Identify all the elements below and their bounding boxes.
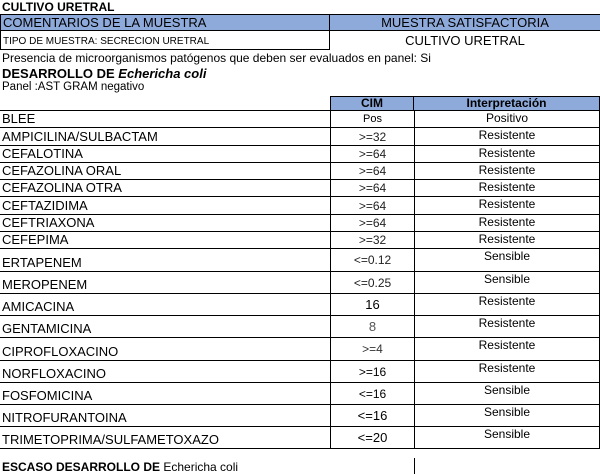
desarrollo-organism: Echericha coli <box>118 66 207 81</box>
interpretation-value: Resistente <box>414 197 600 215</box>
cim-value: >=64 <box>330 215 414 232</box>
cim-value: >=16 <box>330 361 414 383</box>
tipo-muestra-label: TIPO DE MUESTRA: SECRECION URETRAL <box>0 31 330 50</box>
antibiotic-name: ERTAPENEM <box>0 249 330 272</box>
tipo-muestra-value: CULTIVO URETRAL <box>405 33 525 48</box>
antibiotic-name: CEFTAZIDIMA <box>0 197 330 215</box>
table-row <box>0 197 600 215</box>
escaso-label: ESCASO DESARROLLO DE <box>2 460 161 474</box>
table-row <box>0 361 600 383</box>
table-row <box>0 338 600 361</box>
interpretation-value: Sensible <box>414 272 600 294</box>
table-row <box>0 272 600 294</box>
cim-value: <=16 <box>330 405 414 427</box>
antibiotic-name: NORFLOXACINO <box>0 361 330 383</box>
antibiotic-name: GENTAMICINA <box>0 316 330 338</box>
table-row <box>0 111 600 128</box>
cim-value: <=0.12 <box>330 249 414 272</box>
cim-value: >=64 <box>330 146 414 163</box>
cim-value: >=64 <box>330 163 414 180</box>
table-row <box>0 128 600 146</box>
muestra-status: MUESTRA SATISFACTORIA <box>330 14 600 31</box>
interpretation-value: Resistente <box>414 361 600 383</box>
cim-value: 16 <box>330 294 414 316</box>
comentarios-label: COMENTARIOS DE LA MUESTRA <box>0 14 330 31</box>
interpretation-value: Sensible <box>414 427 600 449</box>
interpretation-value: Resistente <box>414 232 600 249</box>
susceptibility-table <box>0 111 600 449</box>
report-title: CULTIVO URETRAL <box>2 0 115 14</box>
table-row <box>0 180 600 197</box>
interpretation-value: Resistente <box>414 294 600 316</box>
antibiotic-name: CEFAZOLINA OTRA <box>0 180 330 197</box>
interpretation-value: Resistente <box>414 338 600 361</box>
antibiotic-name: TRIMETOPRIMA/SULFAMETOXAZO <box>0 427 330 449</box>
column-header-interpretacion: Interpretación <box>414 96 600 111</box>
antibiotic-name: FOSFOMICINA <box>0 383 330 405</box>
antibiotic-name: MEROPENEM <box>0 272 330 294</box>
column-header-blank <box>0 96 330 111</box>
antibiotic-name: CEFEPIMA <box>0 232 330 249</box>
antibiotic-name: NITROFURANTOINA <box>0 405 330 427</box>
interpretation-value: Resistente <box>414 316 600 338</box>
table-row <box>0 232 600 249</box>
table-row <box>0 294 600 316</box>
interpretation-value: Positivo <box>414 111 600 128</box>
cim-value: >=64 <box>330 197 414 215</box>
table-row <box>0 405 600 427</box>
table-row <box>0 316 600 338</box>
desarrollo-label: DESARROLLO DE <box>2 66 115 81</box>
cim-value: <=0.25 <box>330 272 414 294</box>
interpretation-value: Resistente <box>414 128 600 146</box>
panel-text: Panel :AST GRAM negativo <box>2 81 145 93</box>
interpretation-value: Sensible <box>414 405 600 427</box>
antibiotic-name: CIPROFLOXACINO <box>0 338 330 361</box>
interpretation-value: Resistente <box>414 163 600 180</box>
antibiotic-name: CEFTRIAXONA <box>0 215 330 232</box>
presencia-text: Presencia de microorganismos patógenos que deben ser evaluados en panel: Si <box>2 51 431 65</box>
column-divider <box>414 458 415 474</box>
table-row <box>0 383 600 405</box>
cim-value: Pos <box>330 111 414 128</box>
column-header-cim: CIM <box>330 96 414 111</box>
cim-value: <=20 <box>330 427 414 449</box>
cim-value: <=16 <box>330 383 414 405</box>
cim-value: 8 <box>330 316 414 338</box>
table-row <box>0 215 600 232</box>
interpretation-value: Resistente <box>414 180 600 197</box>
interpretation-value: Sensible <box>414 383 600 405</box>
antibiotic-name: CEFAZOLINA ORAL <box>0 163 330 180</box>
escaso-organism: Echericha coli <box>163 460 239 474</box>
antibiotic-name: AMICACINA <box>0 294 330 316</box>
interpretation-value: Resistente <box>414 146 600 163</box>
cim-value: >=64 <box>330 180 414 197</box>
interpretation-value: Sensible <box>414 249 600 272</box>
table-row <box>0 249 600 272</box>
antibiotic-name: CEFALOTINA <box>0 146 330 163</box>
desarrollo-heading <box>2 66 206 81</box>
cim-value: >=32 <box>330 128 414 146</box>
cim-value: >=4 <box>330 338 414 361</box>
antibiotic-name: BLEE <box>0 111 330 128</box>
interpretation-value: Resistente <box>414 215 600 232</box>
table-row <box>0 146 600 163</box>
cim-value: >=32 <box>330 232 414 249</box>
table-row <box>0 427 600 449</box>
escaso-heading <box>2 460 238 474</box>
antibiotic-name: AMPICILINA/SULBACTAM <box>0 128 330 146</box>
table-row <box>0 163 600 180</box>
